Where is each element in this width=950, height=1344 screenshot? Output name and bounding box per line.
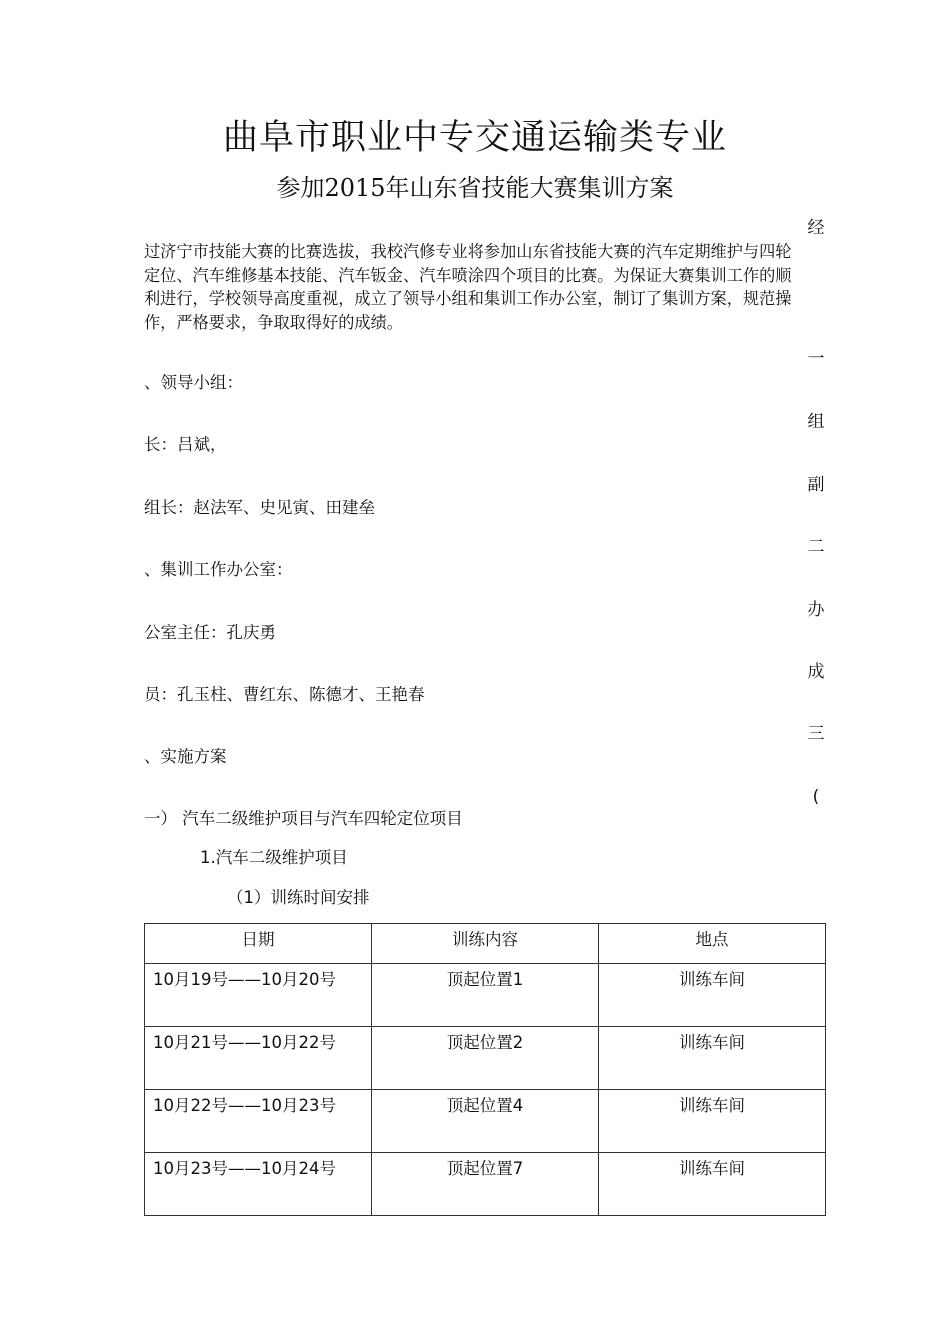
cell-content: 顶起位置1 — [372, 964, 599, 1027]
training-schedule-table — [144, 923, 826, 1216]
table-row — [145, 964, 826, 1027]
cell-content: 顶起位置7 — [372, 1153, 599, 1216]
project-one-heading: 一） 汽车二级维护项目与汽车四轮定位项目 — [144, 809, 463, 828]
members-line: 员：孔玉柱、曹红东、陈德才、王艳春 — [144, 685, 425, 704]
cell-location: 训练车间 — [599, 1153, 826, 1216]
leader-line: 长：吕斌， — [144, 435, 227, 454]
header-content: 训练内容 — [372, 924, 599, 964]
right-column-char: ( — [812, 787, 820, 807]
office-heading: 、集训工作办公室： — [144, 560, 293, 579]
office-director-line: 公室主任：孔庆勇 — [144, 623, 276, 642]
cell-location: 训练车间 — [599, 964, 826, 1027]
cell-location: 训练车间 — [599, 1090, 826, 1153]
header-date: 日期 — [145, 924, 372, 964]
right-column-char: 副 — [807, 475, 825, 495]
header-location: 地点 — [599, 924, 826, 964]
cell-date: 10月22号——10月23号 — [145, 1090, 372, 1153]
cell-content: 顶起位置4 — [372, 1090, 599, 1153]
right-column-char: 经 — [807, 218, 825, 238]
table-header-row — [145, 924, 826, 964]
right-column-char: 一 — [807, 349, 825, 369]
plan-heading: 、实施方案 — [144, 747, 227, 766]
table-row — [145, 1153, 826, 1216]
right-column-char: 成 — [807, 662, 825, 682]
table-row — [145, 1027, 826, 1090]
right-column-char: 组 — [807, 412, 825, 432]
right-column-char: 三 — [807, 724, 825, 744]
sub-heading-schedule: （1）训练时间安排 — [227, 888, 370, 907]
cell-date: 10月19号——10月20号 — [145, 964, 372, 1027]
document-title: 曲阜市职业中专交通运输类专业 — [222, 118, 727, 158]
leadership-heading: 、领导小组： — [144, 373, 243, 392]
cell-date: 10月21号——10月22号 — [145, 1027, 372, 1090]
cell-content: 顶起位置2 — [372, 1027, 599, 1090]
right-column-char: 办 — [807, 600, 825, 620]
intro-paragraph: 过济宁市技能大赛的比赛选拔，我校汽修专业将参加山东省技能大赛的汽车定期维护与四轮定位、汽车维修基本技能、汽车钣金、汽车喷涂四个项目的比赛。为保证大赛集训工作的顺利进行，学校领导高度重视，成立了领导小组和集训工作办公室，制订了集训方案，规范操作，严格要求，争取取得好的成绩。 — [144, 242, 792, 332]
document-subtitle: 参加2015年山东省技能大赛集训方案 — [276, 174, 674, 202]
deputy-leaders-line: 组长：赵法军、史见寅、田建垒 — [144, 498, 375, 517]
table-row — [145, 1090, 826, 1153]
right-column-char: 二 — [807, 537, 825, 557]
cell-location: 训练车间 — [599, 1027, 826, 1090]
cell-date: 10月23号——10月24号 — [145, 1153, 372, 1216]
sub-heading-maintenance: 1.汽车二级维护项目 — [200, 848, 348, 867]
